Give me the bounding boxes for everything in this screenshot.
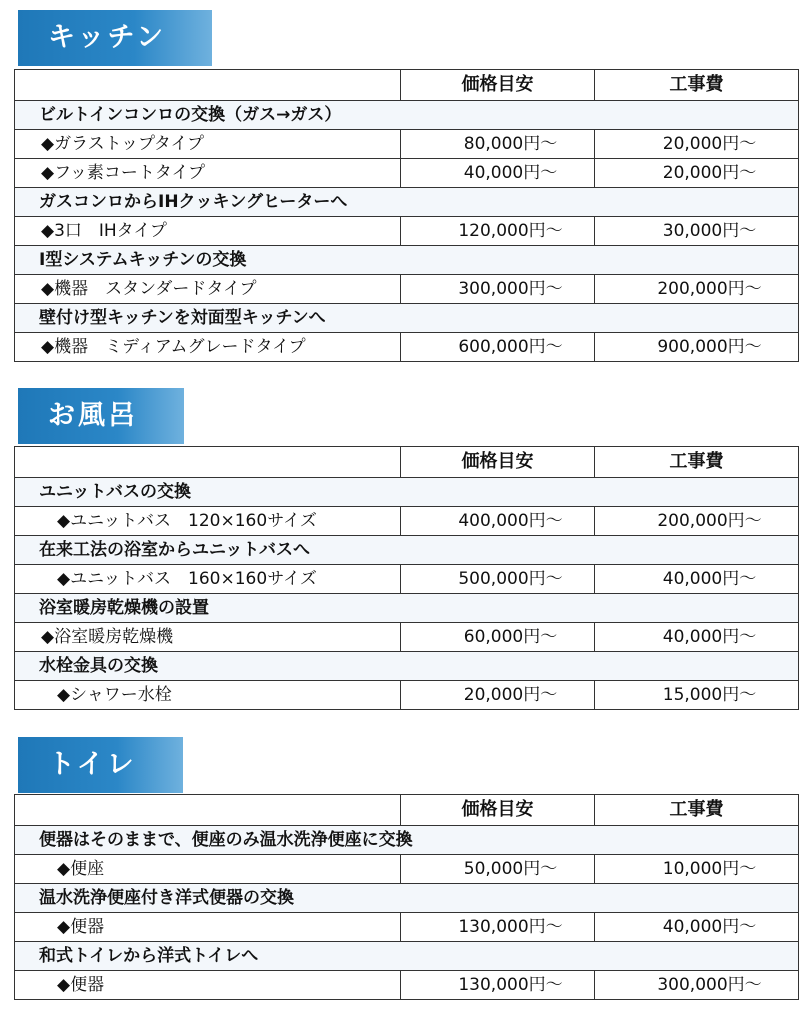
- item-name: ◆機器 ミディアムグレードタイプ: [15, 333, 401, 362]
- category-row: [15, 536, 799, 565]
- item-work: 40,000円～: [595, 623, 799, 652]
- category-label: ユニットバスの交換: [15, 478, 799, 507]
- table-row: [15, 565, 799, 594]
- item-name: ◆シャワー水栓: [15, 681, 401, 710]
- item-name: ◆機器 スタンダードタイプ: [15, 275, 401, 304]
- item-work: 20,000円～: [595, 159, 799, 188]
- table-header-row: [15, 70, 799, 101]
- header-blank: [15, 447, 401, 478]
- category-row: [15, 884, 799, 913]
- table-row: [15, 681, 799, 710]
- category-label: 浴室暖房乾燥機の設置: [15, 594, 799, 623]
- item-price: 400,000円～: [401, 507, 595, 536]
- category-label: ガスコンロからIHクッキングヒーターへ: [15, 188, 799, 217]
- category-row: [15, 188, 799, 217]
- item-name: ◆3口 IHタイプ: [15, 217, 401, 246]
- item-work: 900,000円～: [595, 333, 799, 362]
- table-row: [15, 913, 799, 942]
- section-title: お風呂: [18, 388, 184, 444]
- category-label: 壁付け型キッチンを対面型キッチンへ: [15, 304, 799, 333]
- header-work: 工事費: [595, 70, 799, 101]
- category-label: 水栓金具の交換: [15, 652, 799, 681]
- item-price: 50,000円～: [401, 855, 595, 884]
- header-price: 価格目安: [401, 795, 595, 826]
- item-work: 30,000円～: [595, 217, 799, 246]
- table-row: [15, 275, 799, 304]
- table-row: [15, 971, 799, 1000]
- price-table: [14, 69, 799, 362]
- item-work: 15,000円～: [595, 681, 799, 710]
- item-work: 200,000円～: [595, 275, 799, 304]
- category-label: ビルトインコンロの交換（ガス→ガス）: [15, 101, 799, 130]
- item-name: ◆便器: [15, 913, 401, 942]
- category-row: [15, 652, 799, 681]
- header-price: 価格目安: [401, 447, 595, 478]
- category-row: [15, 478, 799, 507]
- item-name: ◆便座: [15, 855, 401, 884]
- item-price: 600,000円～: [401, 333, 595, 362]
- item-price: 80,000円～: [401, 130, 595, 159]
- item-name: ◆ユニットバス 120×160サイズ: [15, 507, 401, 536]
- item-work: 40,000円～: [595, 913, 799, 942]
- category-label: 在来工法の浴室からユニットバスへ: [15, 536, 799, 565]
- item-price: 130,000円～: [401, 971, 595, 1000]
- category-label: 温水洗浄便座付き洋式便器の交換: [15, 884, 799, 913]
- section-title: トイレ: [18, 737, 183, 793]
- table-row: [15, 623, 799, 652]
- table-header-row: [15, 447, 799, 478]
- header-price: 価格目安: [401, 70, 595, 101]
- item-name: ◆ガラストップタイプ: [15, 130, 401, 159]
- item-price: 60,000円～: [401, 623, 595, 652]
- item-work: 200,000円～: [595, 507, 799, 536]
- item-name: ◆便器: [15, 971, 401, 1000]
- item-work: 10,000円～: [595, 855, 799, 884]
- header-blank: [15, 795, 401, 826]
- item-work: 20,000円～: [595, 130, 799, 159]
- item-name: ◆ユニットバス 160×160サイズ: [15, 565, 401, 594]
- item-price: 130,000円～: [401, 913, 595, 942]
- item-name: ◆浴室暖房乾燥機: [15, 623, 401, 652]
- table-row: [15, 333, 799, 362]
- table-row: [15, 507, 799, 536]
- category-row: [15, 304, 799, 333]
- header-work: 工事費: [595, 795, 799, 826]
- category-label: 和式トイレから洋式トイレへ: [15, 942, 799, 971]
- table-row: [15, 217, 799, 246]
- category-row: [15, 246, 799, 275]
- price-table: [14, 446, 799, 710]
- item-name: ◆フッ素コートタイプ: [15, 159, 401, 188]
- item-price: 20,000円～: [401, 681, 595, 710]
- category-row: [15, 594, 799, 623]
- section-title: キッチン: [18, 10, 212, 66]
- item-price: 500,000円～: [401, 565, 595, 594]
- table-header-row: [15, 795, 799, 826]
- table-row: [15, 130, 799, 159]
- category-label: 便器はそのままで、便座のみ温水洗浄便座に交換: [15, 826, 799, 855]
- category-row: [15, 826, 799, 855]
- table-row: [15, 855, 799, 884]
- category-row: [15, 942, 799, 971]
- category-row: [15, 101, 799, 130]
- price-table: [14, 794, 799, 1000]
- category-label: I型システムキッチンの交換: [15, 246, 799, 275]
- item-work: 300,000円～: [595, 971, 799, 1000]
- header-blank: [15, 70, 401, 101]
- item-work: 40,000円～: [595, 565, 799, 594]
- table-row: [15, 159, 799, 188]
- header-work: 工事費: [595, 447, 799, 478]
- item-price: 300,000円～: [401, 275, 595, 304]
- item-price: 120,000円～: [401, 217, 595, 246]
- item-price: 40,000円～: [401, 159, 595, 188]
